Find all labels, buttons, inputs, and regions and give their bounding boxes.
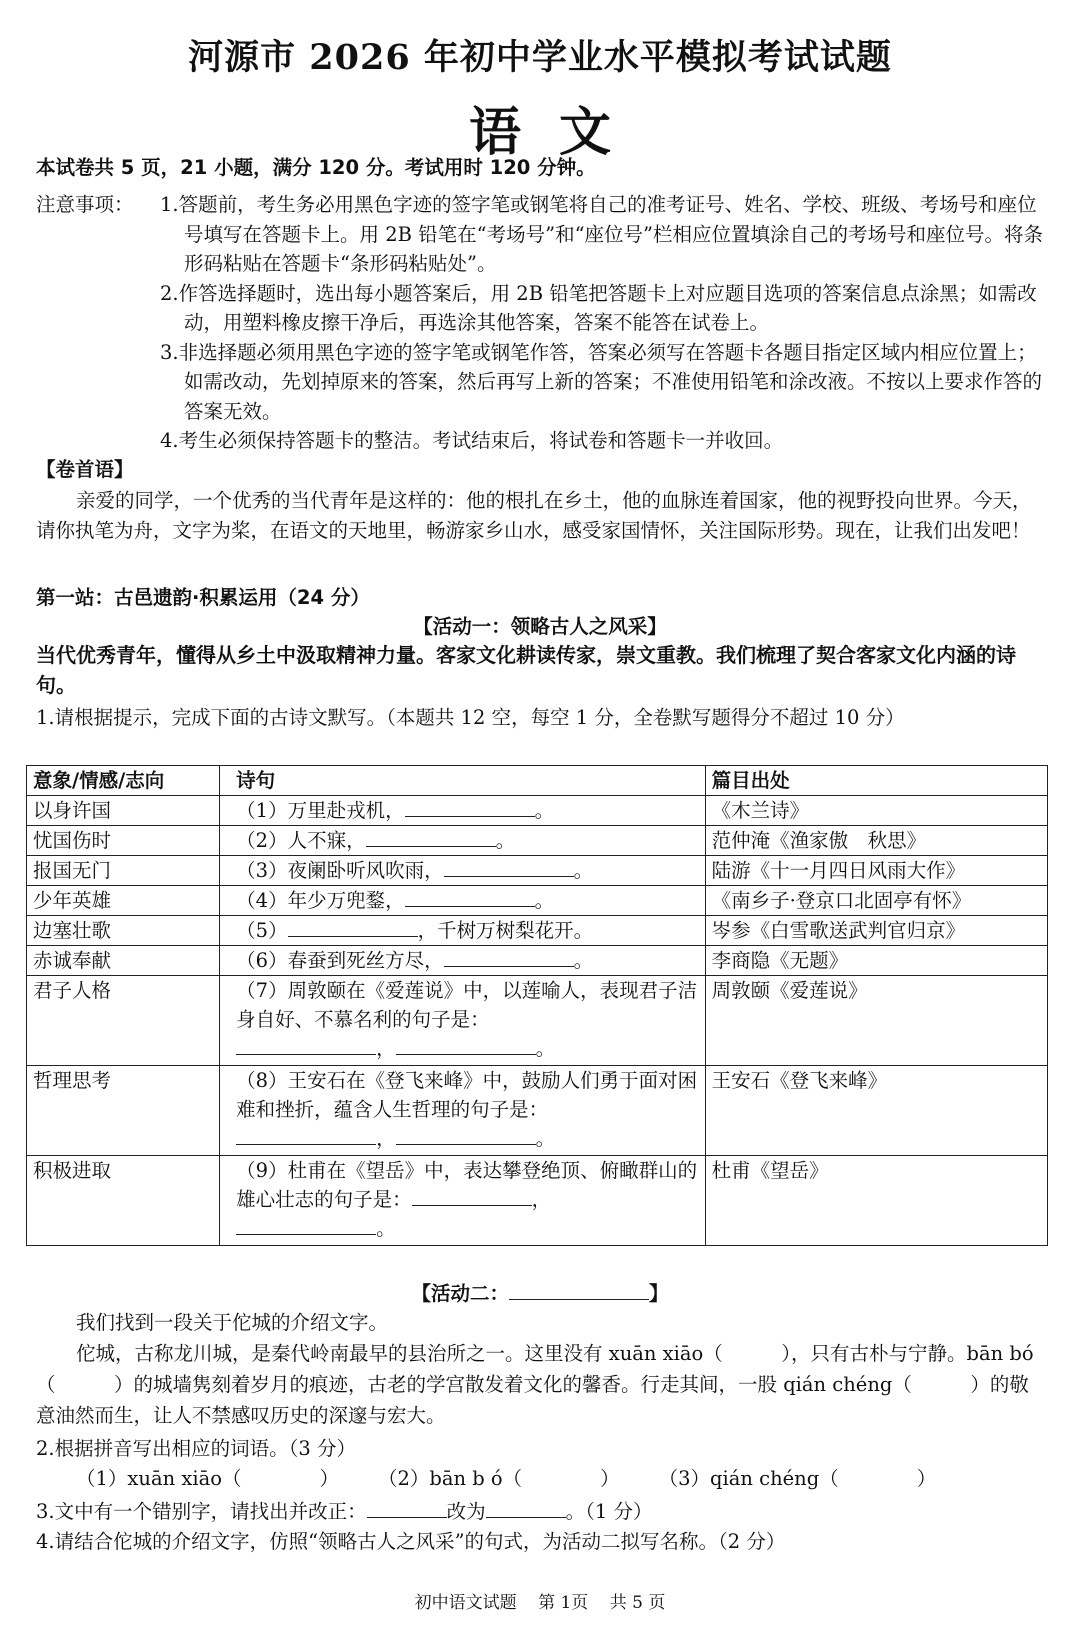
answer-blank[interactable] [288, 918, 418, 937]
answer-blank[interactable] [236, 1126, 376, 1145]
row-verse: （2）人不寐， 。 [220, 826, 705, 856]
station1-heading: 第一站：古邑遗韵·积累运用（24 分） [36, 586, 370, 609]
notes-label: 注意事项： [36, 193, 134, 216]
activity1-heading: 【活动一：领略古人之风采】 [413, 615, 667, 638]
question-2-prompt: 2.根据拼音写出相应的词语。（3 分） [36, 1437, 356, 1460]
table-row [27, 886, 1048, 916]
row-theme: 哲理思考 [27, 1066, 220, 1156]
answer-blank[interactable] [366, 828, 496, 847]
note-item: 4.考生必须保持答题卡的整洁。考试结束后，将试卷和答题卡一并收回。 [160, 429, 784, 452]
row-source: 岑参《白雪歌送武判官归京》 [705, 916, 1047, 946]
row-verse: （7）周敦颐在《爱莲说》中，以莲喻人，表现君子洁身自好、不慕名利的句子是： ， 。 [220, 976, 705, 1066]
answer-blank[interactable] [412, 1187, 532, 1206]
row-theme: 少年英雄 [27, 886, 220, 916]
answer-blank[interactable] [405, 888, 535, 907]
row-theme: 积极进取 [27, 1156, 220, 1246]
activity1-intro: 当代优秀青年，懂得从乡土中汲取精神力量。客家文化耕读传家，崇文重教。我们梳理了契合客家文化内涵的诗句。 [36, 643, 1016, 697]
table-row [27, 916, 1048, 946]
row-theme: 君子人格 [27, 976, 220, 1066]
question-1-prompt: 1.请根据提示，完成下面的古诗文默写。（本题共 12 空，每空 1 分，全卷默写题得分不超过 10 分） [36, 706, 905, 729]
answer-blank[interactable] [444, 948, 574, 967]
question-4-prompt: 4.请结合佗城的介绍文字，仿照“领略古人之风采”的句式，为活动二拟写名称。（2 分） [36, 1530, 786, 1553]
row-source: 杜甫《望岳》 [705, 1156, 1047, 1246]
header-theme: 意象/情感/志向 [27, 766, 220, 796]
preface-text: 亲爱的同学，一个优秀的当代青年是这样的：他的根扎在乡土，他的血脉连着国家，他的视野投向世界。今天，请你执笔为舟，文字为桨，在语文的天地里，畅游家乡山水，感受家国情怀，关注国际形势。现在，让我们出发吧！ [36, 489, 1032, 542]
activity2-heading: 【活动二： 】 [411, 1282, 669, 1305]
question-2-items: （1）xuān xiāo（ ） （2）bān b ó（ ） （3）qián chéng（ ） [76, 1467, 937, 1490]
row-source: 范仲淹《渔家傲 秋思》 [705, 826, 1047, 856]
table-row [27, 826, 1048, 856]
row-source: 王安石《登飞来峰》 [705, 1066, 1047, 1156]
answer-blank[interactable] [396, 1126, 536, 1145]
poem-recitation-table [26, 765, 1048, 1246]
answer-blank[interactable] [236, 1216, 376, 1235]
preface-heading: 【卷首语】 [36, 458, 134, 481]
row-theme: 以身许国 [27, 796, 220, 826]
note-item: 1.答题前，考生务必用黑色字迹的签字笔或钢笔将自己的准考证号、姓名、学校、班级、考场号和座位号填写在答题卡上。用 2B 铅笔在“考场号”和“座位号”栏相应位置填涂自己的考场号和座位号。将条形码粘贴在答题卡“条形码粘贴处”。 [160, 193, 1044, 275]
header-source: 篇目出处 [705, 766, 1047, 796]
table-row [27, 1156, 1048, 1246]
activity2-intro: 我们找到一段关于佗城的介绍文字。 [76, 1311, 389, 1334]
row-source: 陆游《十一月四日风雨大作》 [705, 856, 1047, 886]
note-item: 3.非选择题必须用黑色字迹的签字笔或钢笔作答，答案必须写在答题卡各题目指定区域内相应位置上；如需改动，先划掉原来的答案，然后再写上新的答案；不准使用铅笔和涂改液。不按以上要求作答的答案无效。 [160, 340, 1043, 423]
activity2-passage: 佗城，古称龙川城，是秦代岭南最早的县治所之一。这里没有 xuān xiāo（ ），只有古朴与宁静。bān bó（ ）的城墙隽刻着岁月的痕迹，古老的学宫散发着文化的馨香。行走其间，一股 qián chéng（ ）的敬意油然而生，让人不禁感叹历史的深邃与宏大。 [36, 1342, 1034, 1427]
footer-total: 共 5 页 [609, 1593, 666, 1613]
row-verse: （4）年少万兜鍪， 。 [220, 886, 705, 916]
table-row [27, 976, 1048, 1066]
row-verse: （1）万里赴戎机， 。 [220, 796, 705, 826]
notes-section [36, 190, 1048, 456]
page-footer [0, 1588, 1080, 1613]
header-verse: 诗句 [220, 766, 705, 796]
row-verse: （5） ，千树万树梨花开。 [220, 916, 705, 946]
subject-title: 语文 [468, 102, 649, 163]
table-row [27, 946, 1048, 976]
row-theme: 赤诚奉献 [27, 946, 220, 976]
table-row [27, 856, 1048, 886]
exam-summary: 本试卷共 5 页，21 小题，满分 120 分。考试用时 120 分钟。 [36, 156, 596, 179]
row-source: 《南乡子·登京口北固亭有怀》 [705, 886, 1047, 916]
row-verse: （8）王安石在《登飞来峰》中，鼓励人们勇于面对困难和挫折，蕴含人生哲理的句子是： ， 。 [220, 1066, 705, 1156]
answer-blank[interactable] [396, 1036, 536, 1055]
wrong-char-blank[interactable] [367, 1499, 447, 1518]
row-theme: 忧国伤时 [27, 826, 220, 856]
row-verse: （9）杜甫在《望岳》中，表达攀登绝顶、俯瞰群山的雄心壮志的句子是： ， 。 [220, 1156, 705, 1246]
row-verse: （3）夜阑卧听风吹雨， 。 [220, 856, 705, 886]
correct-char-blank[interactable] [486, 1499, 566, 1518]
activity2-name-blank[interactable] [509, 1281, 649, 1300]
exam-title: 河源市 2026 年初中学业水平模拟考试试题 [188, 37, 892, 78]
table-header-row [27, 766, 1048, 796]
row-source: 李商隐《无题》 [705, 946, 1047, 976]
note-item: 2.作答选择题时，选出每小题答案后，用 2B 铅笔把答题卡上对应题目选项的答案信息点涂黑；如需改动，用塑料橡皮擦干净后，再选涂其他答案，答案不能答在试卷上。 [160, 281, 1037, 334]
answer-blank[interactable] [405, 798, 535, 817]
row-theme: 报国无门 [27, 856, 220, 886]
table-row [27, 796, 1048, 826]
row-verse: （6）春蚕到死丝方尽， 。 [220, 946, 705, 976]
answer-blank[interactable] [236, 1036, 376, 1055]
footer-page: 第 1页 [538, 1593, 589, 1613]
row-source: 《木兰诗》 [705, 796, 1047, 826]
question-3-prompt: 3.文中有一个错别字，请找出并改正： 改为 。（1 分） [36, 1500, 653, 1523]
footer-subject: 初中语文试题 [414, 1593, 517, 1613]
row-theme: 边塞壮歌 [27, 916, 220, 946]
table-row [27, 1066, 1048, 1156]
answer-blank[interactable] [444, 858, 574, 877]
row-source: 周敦颐《爱莲说》 [705, 976, 1047, 1066]
